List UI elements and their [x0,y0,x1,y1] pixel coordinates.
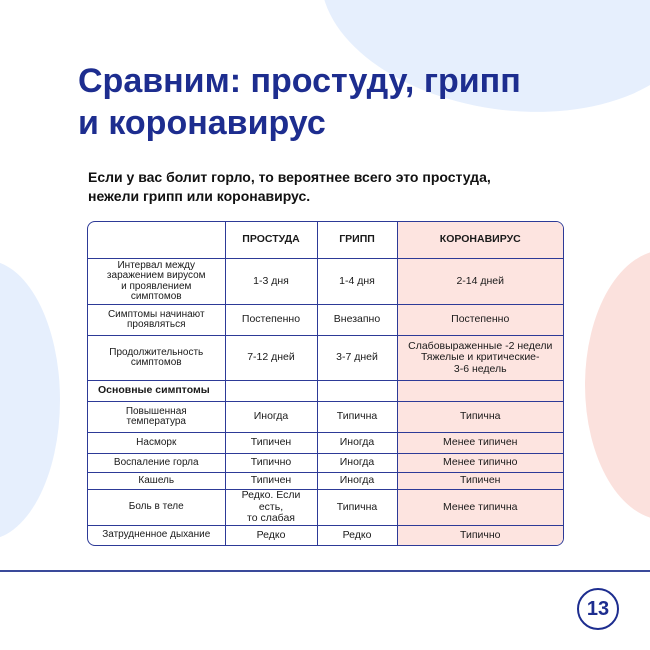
row-label: Продолжительность симптомов [88,336,225,381]
cell-cold: Иногда [225,402,317,433]
cell-flu: 3-7 дней [317,336,397,381]
section-empty-flu [317,381,397,402]
cell-corona: Типична [397,402,563,433]
page-number-badge: 13 [577,588,619,630]
cell-flu: Иногда [317,454,397,473]
cell-flu: Внезапно [317,305,397,336]
cell-corona: Менее типична [397,490,563,526]
cell-corona: Менее типичен [397,433,563,454]
table-body [88,259,563,546]
cell-corona: Постепенно [397,305,563,336]
table-row [88,490,563,526]
section-label: Основные симптомы [88,381,225,402]
section-empty-corona [397,381,563,402]
cell-cold: Редко [225,525,317,545]
table-header-row [88,222,563,259]
header-flu: ГРИПП [317,222,397,259]
cell-corona: Типично [397,525,563,545]
subtitle-line-1: Если у вас болит горло, то вероятнее всего это простуда, [88,169,491,185]
cell-corona: 2-14 дней [397,259,563,305]
comparison-table [87,221,564,546]
cell-flu: 1-4 дня [317,259,397,305]
cell-corona: Типичен [397,473,563,490]
row-label: Интервал между заражением вирусом и проявлением симптомов [88,259,225,305]
cell-cold: Редко. Если есть, то слабая [225,490,317,526]
header-corona: КОРОНАВИРУС [397,222,563,259]
table-row [88,473,563,490]
decor-blob-left [0,260,60,540]
page-title-line-2: и коронавирус [78,104,326,142]
bottom-divider [0,570,650,572]
cell-corona: Слабовыраженные -2 недели Тяжелые и критические- 3-6 недель [397,336,563,381]
decor-blob-right [585,250,650,520]
row-label: Воспаление горла [88,454,225,473]
row-label: Боль в теле [88,490,225,526]
section-empty-cold [225,381,317,402]
cell-flu: Типична [317,402,397,433]
table-row [88,433,563,454]
row-label: Насморк [88,433,225,454]
cell-cold: Типично [225,454,317,473]
cell-flu: Типична [317,490,397,526]
cell-cold: Типичен [225,473,317,490]
row-label: Затрудненное дыхание [88,525,225,545]
cell-flu: Иногда [317,473,397,490]
page-title [78,60,598,144]
cell-corona: Менее типично [397,454,563,473]
table-row [88,259,563,305]
cell-flu: Редко [317,525,397,545]
table-row [88,454,563,473]
cell-flu: Иногда [317,433,397,454]
cell-cold: 1-3 дня [225,259,317,305]
header-symptom [88,222,225,259]
table-row [88,336,563,381]
subtitle [88,168,568,206]
table-section-row [88,381,563,402]
subtitle-line-2: нежели грипп или коронавирус. [88,188,311,204]
row-label: Кашель [88,473,225,490]
row-label: Повышенная температура [88,402,225,433]
row-label: Симптомы начинают проявляться [88,305,225,336]
table-row [88,305,563,336]
cell-cold: Постепенно [225,305,317,336]
cell-cold: 7-12 дней [225,336,317,381]
cell-cold: Типичен [225,433,317,454]
page-title-line-1: Сравним: простуду, грипп [78,62,521,100]
table-row [88,525,563,545]
header-cold: ПРОСТУДА [225,222,317,259]
table-row [88,402,563,433]
